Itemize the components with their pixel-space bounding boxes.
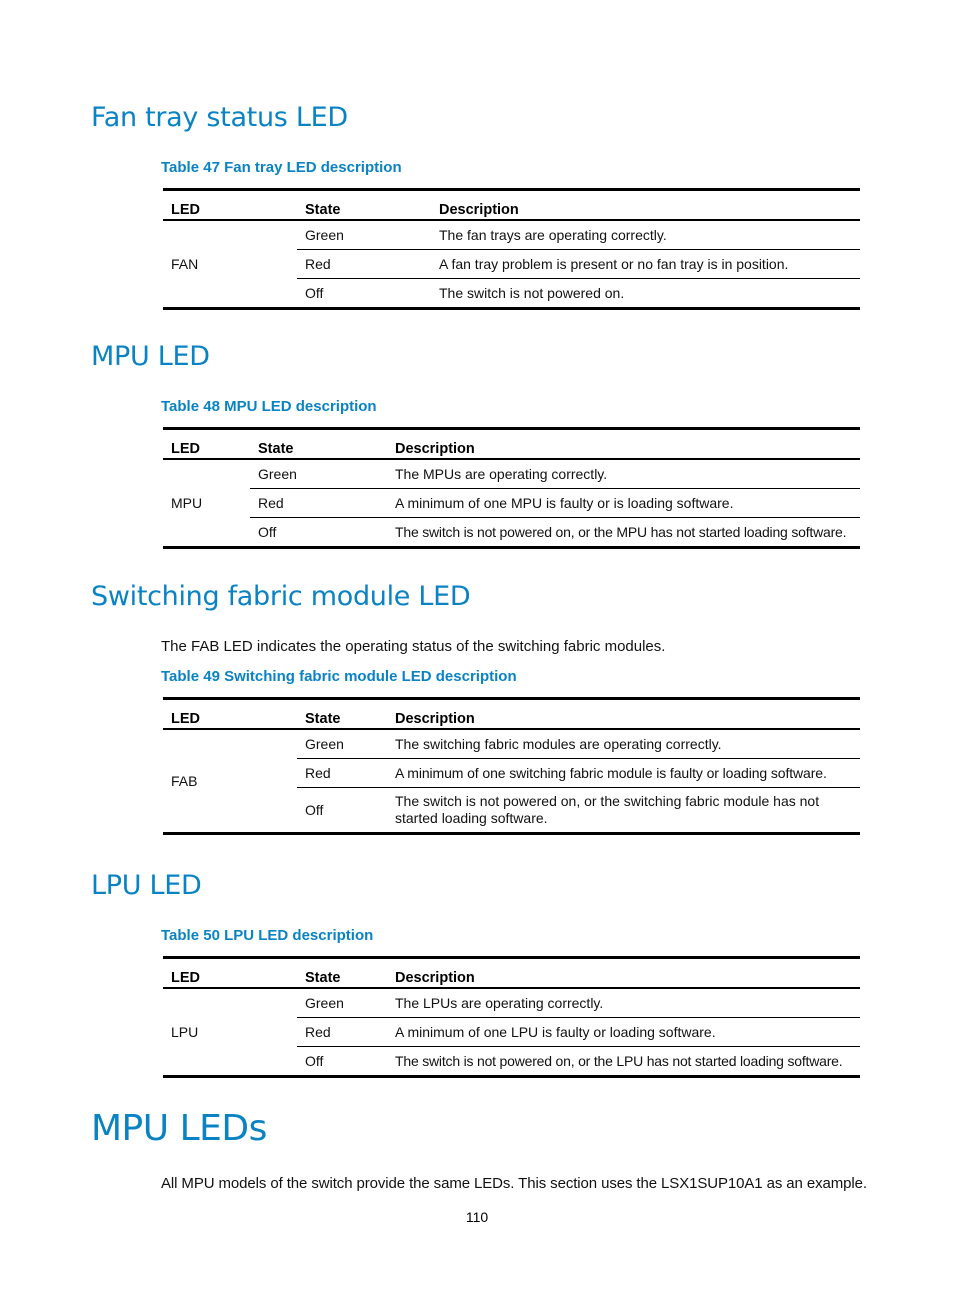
description-cell: A fan tray problem is present or no fan tray is in position. — [431, 250, 860, 279]
header-state: State — [297, 190, 431, 221]
table-header-row — [163, 190, 860, 221]
header-led: LED — [163, 429, 250, 460]
state-cell: Green — [250, 459, 387, 489]
state-cell: Off — [250, 518, 387, 548]
description-cell: The MPUs are operating correctly. — [387, 459, 860, 489]
table-row — [163, 518, 860, 548]
header-description: Description — [387, 429, 860, 460]
table-row — [163, 489, 860, 518]
header-led: LED — [163, 958, 297, 989]
header-state: State — [250, 429, 387, 460]
table-row — [163, 459, 860, 489]
table-caption-47: Table 47 Fan tray LED description — [161, 159, 402, 176]
state-cell: Red — [250, 489, 387, 518]
led-name-cell: FAB — [163, 729, 297, 834]
section-heading-switching-fabric: Switching fabric module LED — [91, 581, 471, 612]
fan-led-table — [163, 188, 860, 310]
fab-intro-text: The FAB LED indicates the operating status of the switching fabric modules. — [161, 638, 666, 655]
description-cell: The switch is not powered on, or the LPU has not started loading software. — [387, 1047, 860, 1077]
table-row — [163, 729, 860, 759]
table-header-row — [163, 958, 860, 989]
state-cell: Green — [297, 220, 431, 250]
description-cell: The LPUs are operating correctly. — [387, 988, 860, 1018]
description-cell: The switch is not powered on, or the MPU has not started loading software. — [387, 518, 860, 548]
led-name-cell: LPU — [163, 988, 297, 1077]
header-state: State — [297, 958, 387, 989]
page-number: 110 — [465, 1209, 489, 1225]
description-cell: A minimum of one LPU is faulty or loading software. — [387, 1018, 860, 1047]
chapter-heading-mpu-leds: MPU LEDs — [91, 1108, 267, 1149]
mpu-led-table — [163, 427, 860, 549]
section-heading-mpu: MPU LED — [91, 341, 210, 372]
state-cell: Off — [297, 279, 431, 309]
section-heading-fan-tray: Fan tray status LED — [91, 102, 348, 133]
header-led: LED — [163, 699, 297, 730]
state-cell: Green — [297, 729, 387, 759]
description-cell: The switch is not powered on, or the switching fabric module has not started loading software. — [387, 788, 860, 834]
header-description: Description — [431, 190, 860, 221]
table-header-row — [163, 429, 860, 460]
section-heading-lpu: LPU LED — [91, 870, 202, 901]
mpu-leds-body-text: All MPU models of the switch provide the same LEDs. This section uses the LSX1SUP10A1 as an example. — [161, 1175, 867, 1192]
state-cell: Green — [297, 988, 387, 1018]
table-row — [163, 988, 860, 1018]
state-cell: Off — [297, 1047, 387, 1077]
lpu-led-table — [163, 956, 860, 1078]
description-cell: The switching fabric modules are operating correctly. — [387, 729, 860, 759]
state-cell: Off — [297, 788, 387, 834]
state-cell: Red — [297, 1018, 387, 1047]
description-cell: The switch is not powered on. — [431, 279, 860, 309]
description-cell: A minimum of one MPU is faulty or is loading software. — [387, 489, 860, 518]
table-row — [163, 220, 860, 250]
fab-led-table — [163, 697, 860, 835]
description-cell: The fan trays are operating correctly. — [431, 220, 860, 250]
table-caption-48: Table 48 MPU LED description — [161, 398, 377, 415]
description-cell: A minimum of one switching fabric module is faulty or loading software. — [387, 759, 860, 788]
header-led: LED — [163, 190, 297, 221]
table-caption-49: Table 49 Switching fabric module LED description — [161, 668, 517, 685]
header-description: Description — [387, 958, 860, 989]
table-caption-50: Table 50 LPU LED description — [161, 927, 374, 944]
state-cell: Red — [297, 250, 431, 279]
header-state: State — [297, 699, 387, 730]
state-cell: Red — [297, 759, 387, 788]
table-header-row — [163, 699, 860, 730]
led-name-cell: FAN — [163, 220, 297, 309]
header-description: Description — [387, 699, 860, 730]
led-name-cell: MPU — [163, 459, 250, 548]
